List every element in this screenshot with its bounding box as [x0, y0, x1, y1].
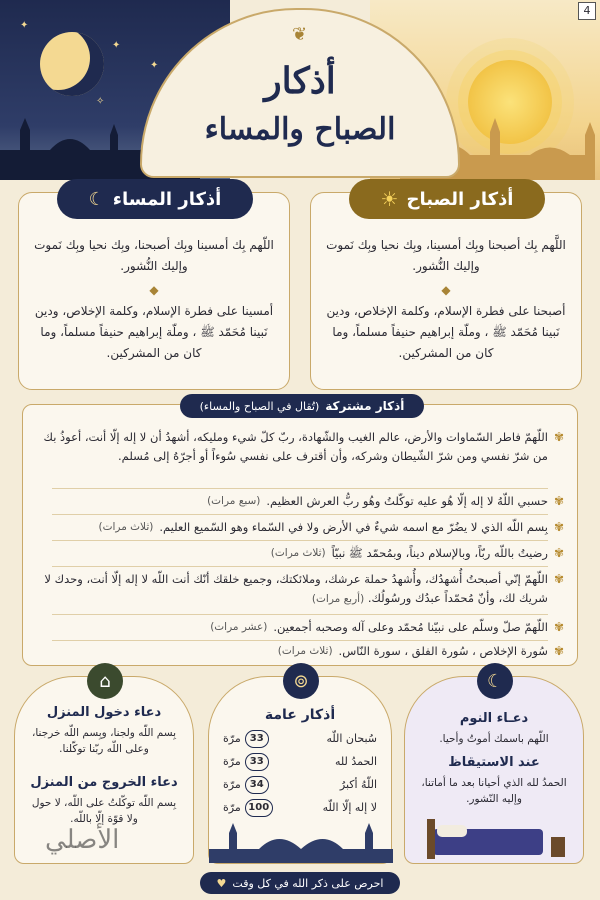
- dhikr-count: (ثلاث مرات): [98, 521, 154, 533]
- table-row: [223, 727, 377, 750]
- evening-heading-label: أذكار المساء: [112, 188, 222, 210]
- evening-card: [18, 188, 290, 390]
- dhikr-text: لا إله إلّا اللّه: [322, 801, 377, 814]
- sun-icon: ☀: [380, 187, 399, 211]
- dhikr-count: (سبع مرات): [207, 495, 261, 507]
- list-item: [34, 428, 564, 466]
- enter-home-heading: دعاء دخول المنزل: [46, 705, 162, 720]
- dhikr-text: اللّهمّ فاطر السّماوات والأرض، عالم الغيب والشّهادة، ربّ كلّ شيء ومليكه، أشهدُ أن لا إله إلّا أنت، أعوذُ بك من شرّ نفسي ومن شرّ الشّيطان وشركه، وأن أقترف على نفسي سُوءاً أو أجرّهُ إلى مُسلم.: [43, 430, 548, 463]
- flower-bullet-icon: ✾: [553, 620, 564, 634]
- page-number-badge: 4: [578, 2, 596, 20]
- list-item: [34, 518, 564, 537]
- table-row: [223, 773, 377, 796]
- moon-star-icon: ☾: [477, 663, 513, 699]
- flower-bullet-icon: ✾: [553, 494, 564, 508]
- star-icon: ✦: [150, 60, 159, 71]
- list-item: [34, 570, 564, 609]
- list-item: [34, 618, 564, 637]
- shared-list: [22, 404, 578, 666]
- dhikr-text: حسبي اللّهُ لا إله إلّا هُو عليه توكّلتُ وهُو ربُّ العرش العظيم.: [266, 494, 548, 508]
- dhikr-text: الحمدُ لله: [334, 755, 377, 768]
- star-icon: ✧: [96, 96, 105, 107]
- sleep-text: اللّهم باسمك أموتُ وأحيا.: [439, 733, 549, 745]
- divider: [52, 514, 548, 515]
- star-icon: ✦: [20, 20, 29, 31]
- star-icon: ✦: [112, 40, 121, 51]
- flower-bullet-icon: ✾: [553, 572, 564, 586]
- flower-bullet-icon: ✾: [553, 520, 564, 534]
- unit-label: مرّة: [223, 755, 241, 768]
- dhikr-count: (ثلاث مرات): [277, 645, 333, 657]
- dhikr-text: رضيتُ باللّه ربّاً، وبالإسلام ديناً، وبمُحمّد ﷺ نبيّاً: [331, 546, 548, 560]
- wake-heading: عند الاستيقاظ: [448, 755, 540, 770]
- dhikr-text: سُبحان اللّه: [326, 732, 377, 745]
- footer-text: احرص على ذكر الله في كل وقت: [232, 876, 384, 890]
- divider: [52, 488, 548, 489]
- mosque-silhouette: [209, 819, 393, 863]
- unit-label: مرّة: [223, 778, 241, 791]
- exit-home-heading: دعاء الخروج من المنزل: [30, 775, 178, 790]
- general-adhkar-panel: [208, 670, 392, 864]
- bed-icon: [423, 817, 567, 861]
- dhikr-text: اللّهمّ صلّ وسلّم على نبيّنا مُحمّد وعلى آله وصحبه أجمعين.: [273, 620, 548, 634]
- evening-heading: [57, 179, 253, 219]
- page-title: أذكار: [264, 60, 336, 102]
- shared-label-text: أذكار مشتركة: [325, 399, 405, 413]
- enter-home-text: بِسم اللّه ولجنا، وبِسم اللّه خرجنا، وعلى اللّه ربّنا توكّلنا.: [31, 727, 177, 755]
- list-item: [34, 642, 564, 661]
- dhikr-text: سُورة الإخلاص ، سُورة الفلق ، سورة النّاس.: [338, 644, 548, 658]
- watermark-logo: الأصلي: [45, 825, 120, 855]
- morning-dhikr-2: أصبحنا على فطرة الإسلام، وكلمة الإخلاص، ودين نَبينا مُحَمّد ﷺ ، وملّة إبراهيم حنيفاً مسلماً، وما كان من المشركين.: [326, 304, 566, 360]
- flower-bullet-icon: ✾: [553, 430, 564, 444]
- dhikr-count: (ثلاث مرات): [270, 547, 326, 559]
- dhikr-text: اللّهمّ إنّي أصبحتُ أُشهدُك، وأُشهدُ حملة عرشك، وملائكتك، وجميع خلقك أنّك أنت اللّه لا إله إلّا أنت، وحدك لا شريك لك، وأنّ مُحمّداً عبدُك ورسُولُك.: [44, 572, 548, 605]
- crescent-moon-icon: [40, 32, 104, 96]
- list-item: [34, 492, 564, 511]
- morning-dhikr-1: اللَّهم بِك أصبحنا وبِك أمسينا، وبِك نحيا وبِك نَموت وإليك النُّشور.: [326, 238, 566, 273]
- evening-dhikr-1: اللّهم بِك أمسينا وبِك أصبحنا، وبِك نحيا وبِك نَموت وإليك النُّشور.: [34, 238, 274, 273]
- general-heading: أذكار عامة: [264, 707, 336, 723]
- unit-label: مرّة: [223, 732, 241, 745]
- count-pill: 100: [245, 799, 273, 817]
- morning-heading: [349, 179, 545, 219]
- page-subtitle: الصباح والمساء: [204, 112, 396, 147]
- flower-bullet-icon: ✾: [553, 644, 564, 658]
- heart-icon: ♥: [216, 876, 227, 890]
- count-pill: 33: [245, 730, 269, 748]
- general-table: [223, 727, 377, 819]
- count-pill: 33: [245, 753, 269, 771]
- wake-text: الحمدُ لله الذي أحيانا بعد ما أماتنا، وإليه النّشور.: [421, 777, 567, 805]
- house-icon: ⌂: [87, 663, 123, 699]
- table-row: [223, 796, 377, 819]
- dhikr-count: (عشر مرات): [210, 621, 268, 633]
- ornament-icon: ❦: [292, 24, 308, 45]
- list-item: [34, 544, 564, 563]
- exit-home-text: بِسم اللّه توكّلتُ على اللّه، لا حول ولا قوّة إلّا باللّه.: [31, 797, 177, 825]
- divider: [52, 640, 548, 641]
- divider-ornament-icon: ◆: [441, 283, 451, 297]
- prayer-beads-icon: ⊚: [283, 663, 319, 699]
- divider: [52, 566, 548, 567]
- home-panel: [14, 670, 194, 864]
- table-row: [223, 750, 377, 773]
- divider-ornament-icon: ◆: [149, 283, 159, 297]
- morning-card: [310, 187, 582, 390]
- sleep-panel: [404, 670, 584, 864]
- crescent-moon-icon: ☾: [88, 188, 105, 210]
- divider: [52, 540, 548, 541]
- count-pill: 34: [245, 776, 269, 794]
- sleep-heading: دعـاء النوم: [459, 711, 529, 726]
- footer-banner: [200, 872, 400, 894]
- dhikr-text: بِسم اللّه الذي لا يضُرّ مع اسمه شيءٌ في الأرض ولا في السّماء وهو السّميع العليم.: [159, 520, 548, 534]
- flower-bullet-icon: ✾: [553, 546, 564, 560]
- unit-label: مرّة: [223, 801, 241, 814]
- morning-heading-label: أذكار الصباح: [406, 188, 514, 210]
- dhikr-text: اللّهُ أكبرُ: [339, 778, 377, 791]
- dhikr-count: (أربع مرات): [311, 593, 365, 605]
- evening-dhikr-2: أمسينا على فطرة الإسلام، وكلمة الإخلاص، ودين نَبينا مُحَمّد ﷺ ، وملّة إبراهيم حنيفاً مسلماً، وما كان من المشركين.: [34, 304, 274, 360]
- shared-label-note: (تُقال في الصباح والمساء): [199, 399, 320, 413]
- divider: [52, 614, 548, 615]
